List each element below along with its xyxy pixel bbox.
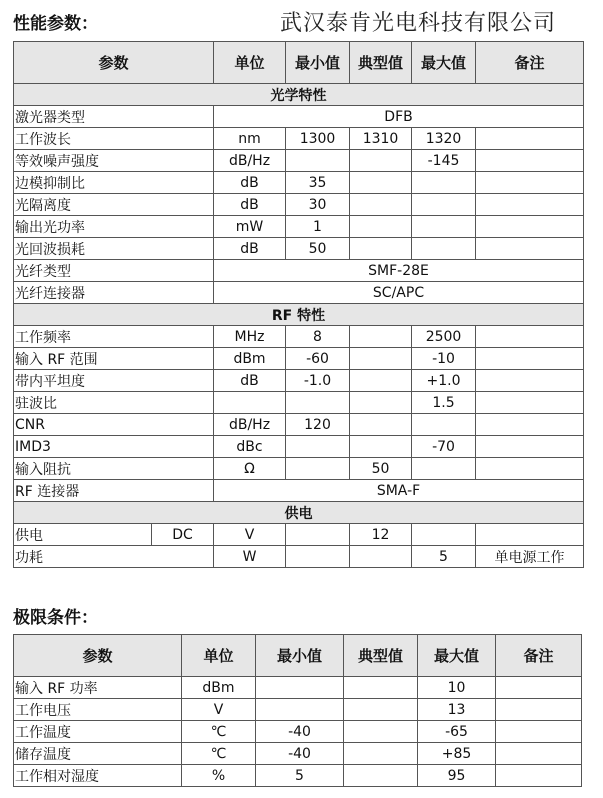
param-value: SMA-F <box>214 480 584 502</box>
param-typ <box>350 238 412 260</box>
param-name: 输入 RF 范围 <box>14 348 214 370</box>
param-typ <box>350 150 412 172</box>
param-max: 95 <box>418 765 496 787</box>
param-unit: dBm <box>214 348 286 370</box>
table-row <box>14 172 584 194</box>
header-unit: 单位 <box>214 42 286 84</box>
header-param: 参数 <box>14 42 214 84</box>
param-name: 功耗 <box>14 546 214 568</box>
param-max: 10 <box>418 677 496 699</box>
param-value: DFB <box>214 106 584 128</box>
table-row <box>14 699 582 721</box>
param-typ: 1310 <box>350 128 412 150</box>
param-name: 带内平坦度 <box>14 370 214 392</box>
param-min: 1 <box>286 216 350 238</box>
param-name: 光隔离度 <box>14 194 214 216</box>
param-unit: MHz <box>214 326 286 348</box>
param-typ <box>350 370 412 392</box>
param-unit: Ω <box>214 458 286 480</box>
param-name: 工作温度 <box>14 721 182 743</box>
param-unit: dB/Hz <box>214 414 286 436</box>
param-sub: DC <box>152 524 214 546</box>
param-unit: dB <box>214 238 286 260</box>
table-row <box>14 348 584 370</box>
table-row <box>14 106 584 128</box>
param-max <box>412 414 476 436</box>
param-unit <box>214 392 286 414</box>
limits-heading: 极限条件： <box>13 608 98 628</box>
param-unit: V <box>182 699 256 721</box>
performance-table <box>13 41 584 568</box>
param-typ <box>350 414 412 436</box>
param-note <box>476 216 584 238</box>
param-name: 光纤连接器 <box>14 282 214 304</box>
section-row <box>14 84 584 106</box>
table-row <box>14 282 584 304</box>
param-note <box>476 128 584 150</box>
param-unit: % <box>182 765 256 787</box>
param-max: 5 <box>412 546 476 568</box>
param-note <box>496 677 582 699</box>
param-max: -70 <box>412 436 476 458</box>
table-header-row <box>14 42 584 84</box>
param-unit: dB/Hz <box>214 150 286 172</box>
param-unit: nm <box>214 128 286 150</box>
table-row <box>14 546 584 568</box>
param-name: 输入 RF 功率 <box>14 677 182 699</box>
table-row <box>14 721 582 743</box>
header-typ: 典型值 <box>350 42 412 84</box>
company-name: 武汉泰肯光电科技有限公司 <box>280 11 557 36</box>
param-min: -1.0 <box>286 370 350 392</box>
param-max <box>412 172 476 194</box>
param-name: 光纤类型 <box>14 260 214 282</box>
param-unit: dB <box>214 172 286 194</box>
param-typ: 50 <box>350 458 412 480</box>
param-note <box>496 743 582 765</box>
param-name: 等效噪声强度 <box>14 150 214 172</box>
param-min: 50 <box>286 238 350 260</box>
param-unit: dBc <box>214 436 286 458</box>
param-min: 8 <box>286 326 350 348</box>
header-param: 参数 <box>14 635 182 677</box>
param-unit: ℃ <box>182 721 256 743</box>
limits-table <box>13 634 582 787</box>
param-typ <box>344 699 418 721</box>
param-min <box>286 436 350 458</box>
param-max: +85 <box>418 743 496 765</box>
param-max: -145 <box>412 150 476 172</box>
param-max: -10 <box>412 348 476 370</box>
param-min: -40 <box>256 721 344 743</box>
table-row <box>14 238 584 260</box>
performance-heading: 性能参数： <box>13 14 98 34</box>
table-row <box>14 765 582 787</box>
param-name: 边模抑制比 <box>14 172 214 194</box>
param-note <box>476 348 584 370</box>
header-note: 备注 <box>476 42 584 84</box>
section-label: 光学特性 <box>14 84 584 106</box>
param-min <box>286 546 350 568</box>
param-typ <box>350 348 412 370</box>
param-value: SMF-28E <box>214 260 584 282</box>
param-unit: dBm <box>182 677 256 699</box>
param-max <box>412 238 476 260</box>
param-name: 工作相对湿度 <box>14 765 182 787</box>
table-row <box>14 260 584 282</box>
param-max <box>412 216 476 238</box>
param-min: 35 <box>286 172 350 194</box>
param-min <box>286 524 350 546</box>
param-note <box>476 238 584 260</box>
section-label: 供电 <box>14 502 584 524</box>
table-header-row <box>14 635 582 677</box>
param-min: -40 <box>256 743 344 765</box>
param-typ <box>350 216 412 238</box>
param-note <box>476 194 584 216</box>
header-note: 备注 <box>496 635 582 677</box>
param-note <box>476 392 584 414</box>
param-typ <box>350 172 412 194</box>
param-name: 工作电压 <box>14 699 182 721</box>
param-typ <box>350 194 412 216</box>
param-unit: dB <box>214 194 286 216</box>
param-min <box>286 392 350 414</box>
table-row <box>14 414 584 436</box>
table-row <box>14 458 584 480</box>
table-row <box>14 194 584 216</box>
param-min <box>256 699 344 721</box>
header-max: 最大值 <box>412 42 476 84</box>
param-min <box>286 150 350 172</box>
param-typ <box>344 743 418 765</box>
param-note <box>496 721 582 743</box>
param-min: 30 <box>286 194 350 216</box>
param-note: 单电源工作 <box>476 546 584 568</box>
param-max: -65 <box>418 721 496 743</box>
param-note <box>476 172 584 194</box>
table-row <box>14 216 584 238</box>
param-note <box>476 150 584 172</box>
param-typ <box>344 721 418 743</box>
param-typ <box>344 765 418 787</box>
param-max: +1.0 <box>412 370 476 392</box>
param-min: 1300 <box>286 128 350 150</box>
param-note <box>496 765 582 787</box>
param-name: 激光器类型 <box>14 106 214 128</box>
param-name: 输入阻抗 <box>14 458 214 480</box>
table-row <box>14 524 584 546</box>
table-row <box>14 128 584 150</box>
param-name: 储存温度 <box>14 743 182 765</box>
param-typ <box>350 436 412 458</box>
param-note <box>496 699 582 721</box>
param-typ <box>350 326 412 348</box>
param-min <box>256 677 344 699</box>
param-unit: mW <box>214 216 286 238</box>
param-unit: ℃ <box>182 743 256 765</box>
header-min: 最小值 <box>256 635 344 677</box>
param-note <box>476 458 584 480</box>
param-min: 120 <box>286 414 350 436</box>
table-row <box>14 150 584 172</box>
param-min <box>286 458 350 480</box>
param-name: 输出光功率 <box>14 216 214 238</box>
table-row <box>14 370 584 392</box>
param-unit: W <box>214 546 286 568</box>
param-name: RF 连接器 <box>14 480 214 502</box>
param-note <box>476 326 584 348</box>
param-max <box>412 524 476 546</box>
section-row <box>14 502 584 524</box>
param-min: 5 <box>256 765 344 787</box>
header-min: 最小值 <box>286 42 350 84</box>
param-note <box>476 436 584 458</box>
param-max <box>412 458 476 480</box>
param-note <box>476 524 584 546</box>
section-row <box>14 304 584 326</box>
param-typ <box>344 677 418 699</box>
param-name: 光回波损耗 <box>14 238 214 260</box>
param-max: 13 <box>418 699 496 721</box>
param-name: 工作波长 <box>14 128 214 150</box>
table-row <box>14 743 582 765</box>
param-note <box>476 370 584 392</box>
param-min: -60 <box>286 348 350 370</box>
param-name: 驻波比 <box>14 392 214 414</box>
section-label: RF 特性 <box>14 304 584 326</box>
param-typ <box>350 392 412 414</box>
header-unit: 单位 <box>182 635 256 677</box>
param-unit: V <box>214 524 286 546</box>
param-typ: 12 <box>350 524 412 546</box>
param-max: 1.5 <box>412 392 476 414</box>
header-max: 最大值 <box>418 635 496 677</box>
param-max: 2500 <box>412 326 476 348</box>
param-name: 工作频率 <box>14 326 214 348</box>
param-typ <box>350 546 412 568</box>
param-value: SC/APC <box>214 282 584 304</box>
header-typ: 典型值 <box>344 635 418 677</box>
table-row <box>14 677 582 699</box>
table-row <box>14 326 584 348</box>
table-row <box>14 392 584 414</box>
param-note <box>476 414 584 436</box>
param-name: CNR <box>14 414 214 436</box>
param-name: 供电 <box>14 524 152 546</box>
table-row <box>14 480 584 502</box>
table-row <box>14 436 584 458</box>
param-name: IMD3 <box>14 436 214 458</box>
param-max: 1320 <box>412 128 476 150</box>
param-max <box>412 194 476 216</box>
param-unit: dB <box>214 370 286 392</box>
